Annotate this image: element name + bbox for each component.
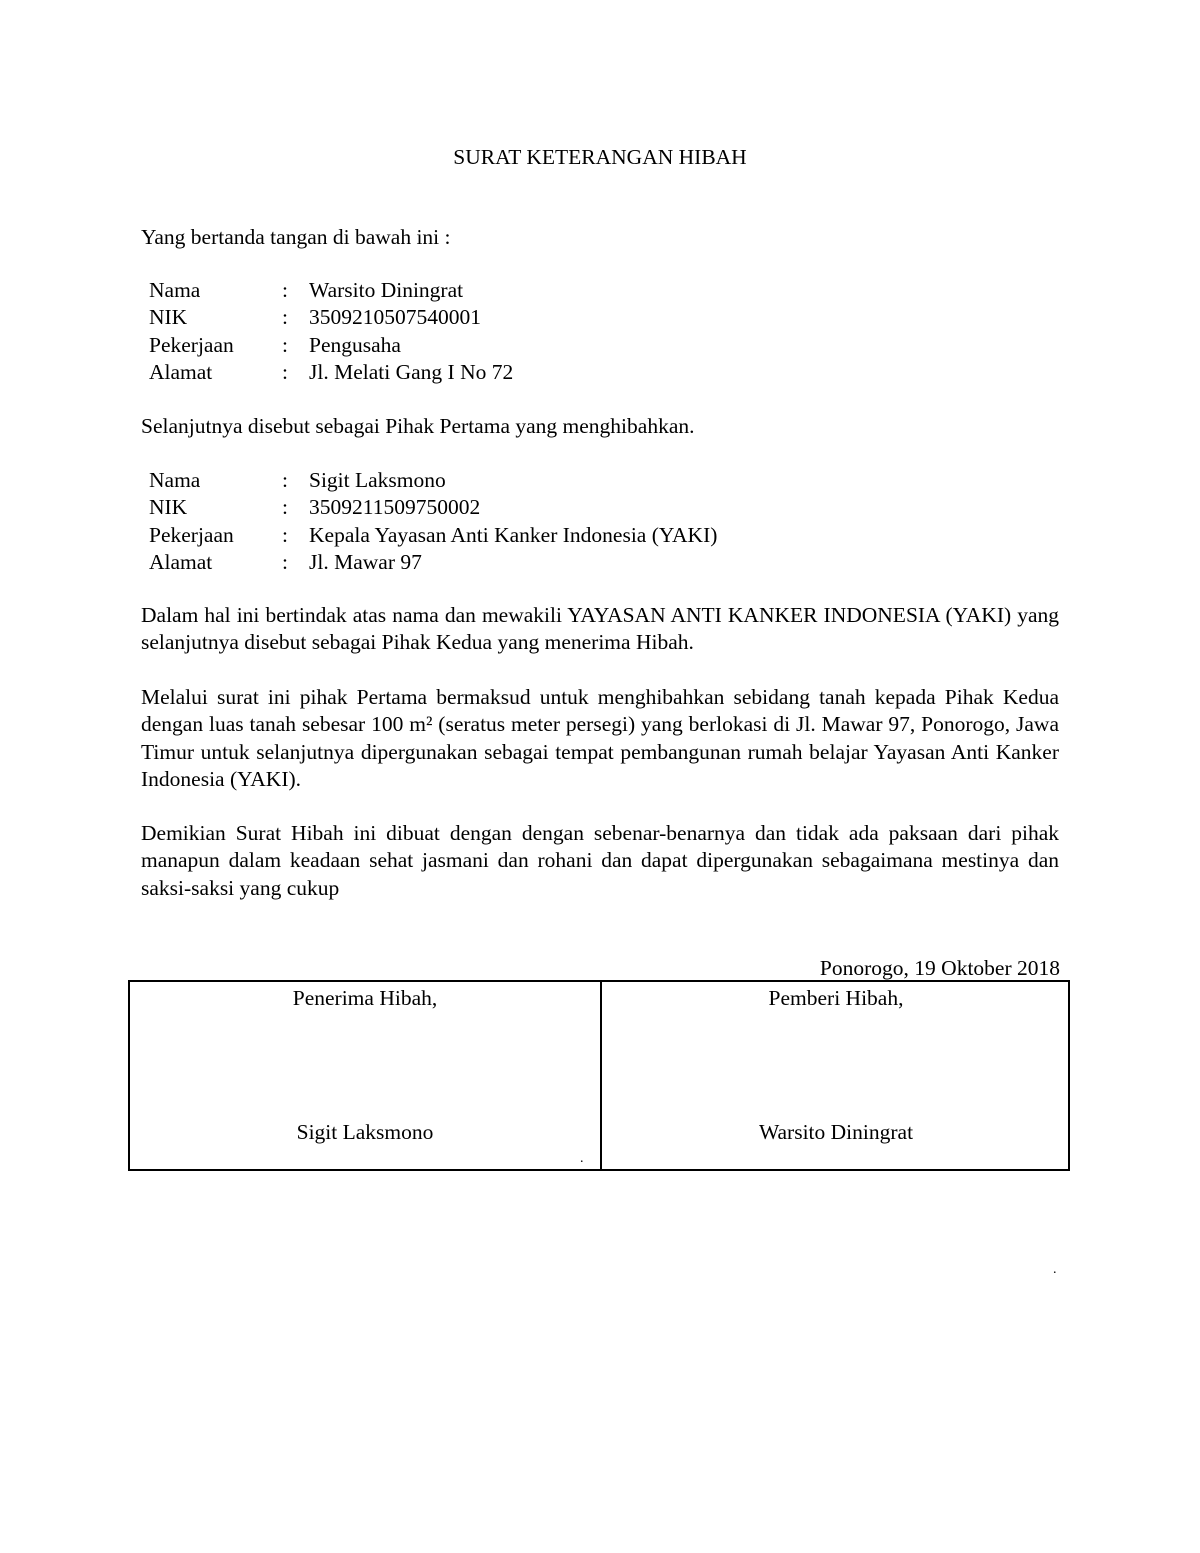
identity-value: Jl. Mawar 97 (309, 549, 422, 574)
identity-label: NIK (149, 495, 188, 520)
identity-value: Jl. Melati Gang I No 72 (309, 359, 514, 384)
paragraph-penutup: Demikian Surat Hibah ini dibuat dengan dengan sebenar-benarnya dan tidak ada paksaan dari pihak manapun dalam keadaan sehat jasmani dan rohani dan dapat dipergunakan sebagaimana mestinya dan saksi-saksi yang cukup (141, 821, 1059, 900)
identity-label: Nama (149, 278, 201, 302)
identity-row (149, 549, 849, 576)
identity-colon: : (282, 495, 288, 520)
identity-colon: : (282, 549, 288, 574)
intro-line: Yang bertanda tangan di bawah ini : (141, 225, 451, 249)
identity-colon: : (282, 468, 288, 492)
identity-row (149, 304, 849, 331)
signature-table (128, 980, 1070, 1171)
identity-colon: : (282, 278, 288, 302)
identity-colon: : (282, 359, 288, 384)
document-title: SURAT KETERANGAN HIBAH (453, 145, 747, 169)
identity-label: Pekerjaan (149, 522, 234, 547)
identity-label: Alamat (149, 359, 213, 384)
paragraph-hibah: Melalui surat ini pihak Pertama bermaksud untuk menghibahkan sebidang tanah kepada Pihak Kedua dengan luas tanah sebesar 100 m² (seratus meter persegi) yang berlokasi di Jl. Mawar 97, Ponorogo, Jawa Timur untuk selanjutnya dipergunakan sebagai tempat pembangunan rumah belajar Yayasan Anti Kanker Indonesia (YAKI). (141, 685, 1059, 791)
pihak-kedua-identity (149, 467, 849, 576)
stray-dot-table: . (580, 1151, 584, 1166)
paragraph-yaki: Dalam hal ini bertindak atas nama dan mewakili YAYASAN ANTI KANKER INDONESIA (YAKI) yang selanjutnya disebut sebagai Pihak Kedua yang menerima Hibah. (141, 603, 1059, 655)
identity-label: Pekerjaan (149, 332, 234, 357)
pihak-pertama-caption: Selanjutnya disebut sebagai Pihak Pertama yang menghibahkan. (141, 414, 695, 438)
identity-label: Nama (149, 468, 201, 492)
identity-colon: : (282, 522, 288, 547)
identity-row (149, 522, 849, 549)
stray-dot-page: . (1053, 1262, 1057, 1277)
identity-label: Alamat (149, 549, 213, 574)
identity-value: Warsito Diningrat (309, 278, 464, 302)
signature-penerima (130, 982, 600, 1169)
identity-colon: : (282, 332, 288, 357)
identity-value: Kepala Yayasan Anti Kanker Indonesia (YAKI) (309, 522, 718, 547)
identity-row (149, 332, 849, 359)
pemberi-name: Warsito Diningrat (758, 1120, 914, 1144)
identity-value: 3509211509750002 (309, 495, 481, 520)
identity-colon: : (282, 305, 288, 330)
signature-pemberi (602, 982, 1070, 1169)
date-line: Ponorogo, 19 Oktober 2018 (819, 956, 1060, 980)
identity-row (149, 277, 849, 304)
identity-row (149, 494, 849, 521)
identity-label: NIK (149, 305, 188, 330)
pihak-pertama-identity (149, 277, 849, 386)
identity-value: Sigit Laksmono (309, 468, 446, 492)
penerima-name: Sigit Laksmono (296, 1120, 434, 1144)
identity-value: Pengusaha (309, 332, 401, 357)
identity-row (149, 359, 849, 386)
pemberi-role: Pemberi Hibah, (768, 986, 904, 1010)
identity-row (149, 467, 849, 494)
penerima-role: Penerima Hibah, (292, 986, 438, 1010)
identity-value: 3509210507540001 (309, 305, 481, 330)
